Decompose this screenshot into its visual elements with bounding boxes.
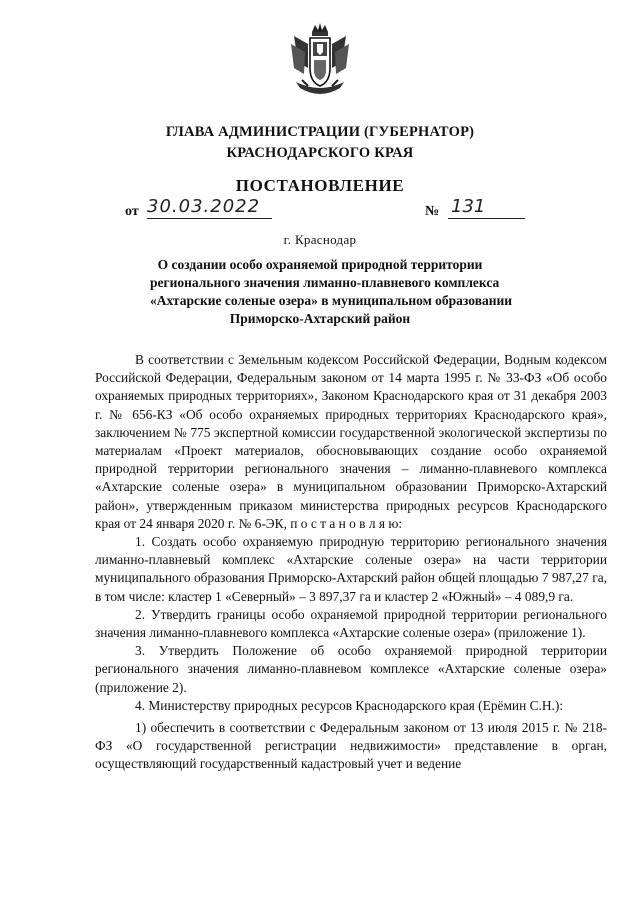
number-prefix-label: № — [425, 204, 440, 219]
document-type-heading: ПОСТАНОВЛЕНИЕ — [235, 176, 405, 195]
document-number-field: 131 — [448, 196, 525, 219]
title-line: Приморско-Ахтарский район — [229, 311, 411, 326]
document-title — [150, 256, 513, 328]
paragraph-item-3: 3. Утвердить Положение об особо охраняемой природной территории регионального значения лиманно-плавневом комплексе «Ахтарские соленые озера» (приложение 2). — [95, 643, 607, 695]
city-line: г. Краснодар — [283, 232, 357, 247]
authority-title-line-1: ГЛАВА АДМИНИСТРАЦИИ (ГУБЕРНАТОР) — [165, 124, 475, 140]
title-line: «Ахтарские соленые озера» в муниципальном образовании — [150, 293, 513, 308]
paragraph-item-4-1: 1) обеспечить в соответствии с Федеральным законом от 13 июля 2015 г. № 218-ФЗ «О государственной регистрации недвижимости» представление в орган, осуществляющий государственный кадастровый учет и ведение — [95, 720, 607, 772]
paragraph-item-1: 1. Создать особо охраняемую природную территорию регионального значения лиманно-плавневый комплекс «Ахтарские соленые озера» на части территории муниципального образования Приморско-Ахтарский район общей площадью 7 987,27 га, в том числе: кластер 1 «Северный» – 3 897,37 га и кластер 2 «Южный» – 4 089,9 га. — [95, 534, 607, 604]
date-field: 30.03.2022 — [147, 196, 272, 219]
title-line: О создании особо охраняемой природной территории — [157, 257, 483, 272]
authority-title-line-2: КРАСНОДАРСКОГО КРАЯ — [226, 145, 414, 161]
paragraph-item-4: 4. Министерству природных ресурсов Краснодарского края (Ерёмин С.Н.): — [135, 697, 564, 713]
paragraph-preamble: В соответствии с Земельным кодексом Российской Федерации, Водным кодексом Российской Федерации, Федеральным законом от 14 марта 1995 г. № 33-ФЗ «Об особо охраняемых природных территориях», Законом Краснодарского края от 31 декабря 2003 г. № 656-КЗ «Об особо охраняемых природных территориях Краснодарского края», заключением № 775 экспертной комиссии государственной экологической экспертизы по материалам «Проект материалов, обосновывающих создание особо охраняемой природной территории регионального значения – лиманно-плавневого комплекса «Ахтарские соленые озера» в муниципальном образовании Приморско-Ахтарский район», утвержденным приказом министерства природных ресурсов Краснодарского края от 24 января 2020 г. № 6-ЭК, п о с т а н о в л я ю: — [95, 352, 607, 531]
paragraph-item-2: 2. Утвердить границы особо охраняемой природной территории регионального значения лиманно-плавневого комплекса «Ахтарские соленые озера» (приложение 1). — [95, 606, 607, 641]
date-prefix-label: от — [125, 204, 139, 219]
title-line: регионального значения лиманно-плавневого комплекса — [150, 275, 500, 290]
document-body — [95, 351, 607, 774]
coat-of-arms-icon — [288, 22, 352, 100]
